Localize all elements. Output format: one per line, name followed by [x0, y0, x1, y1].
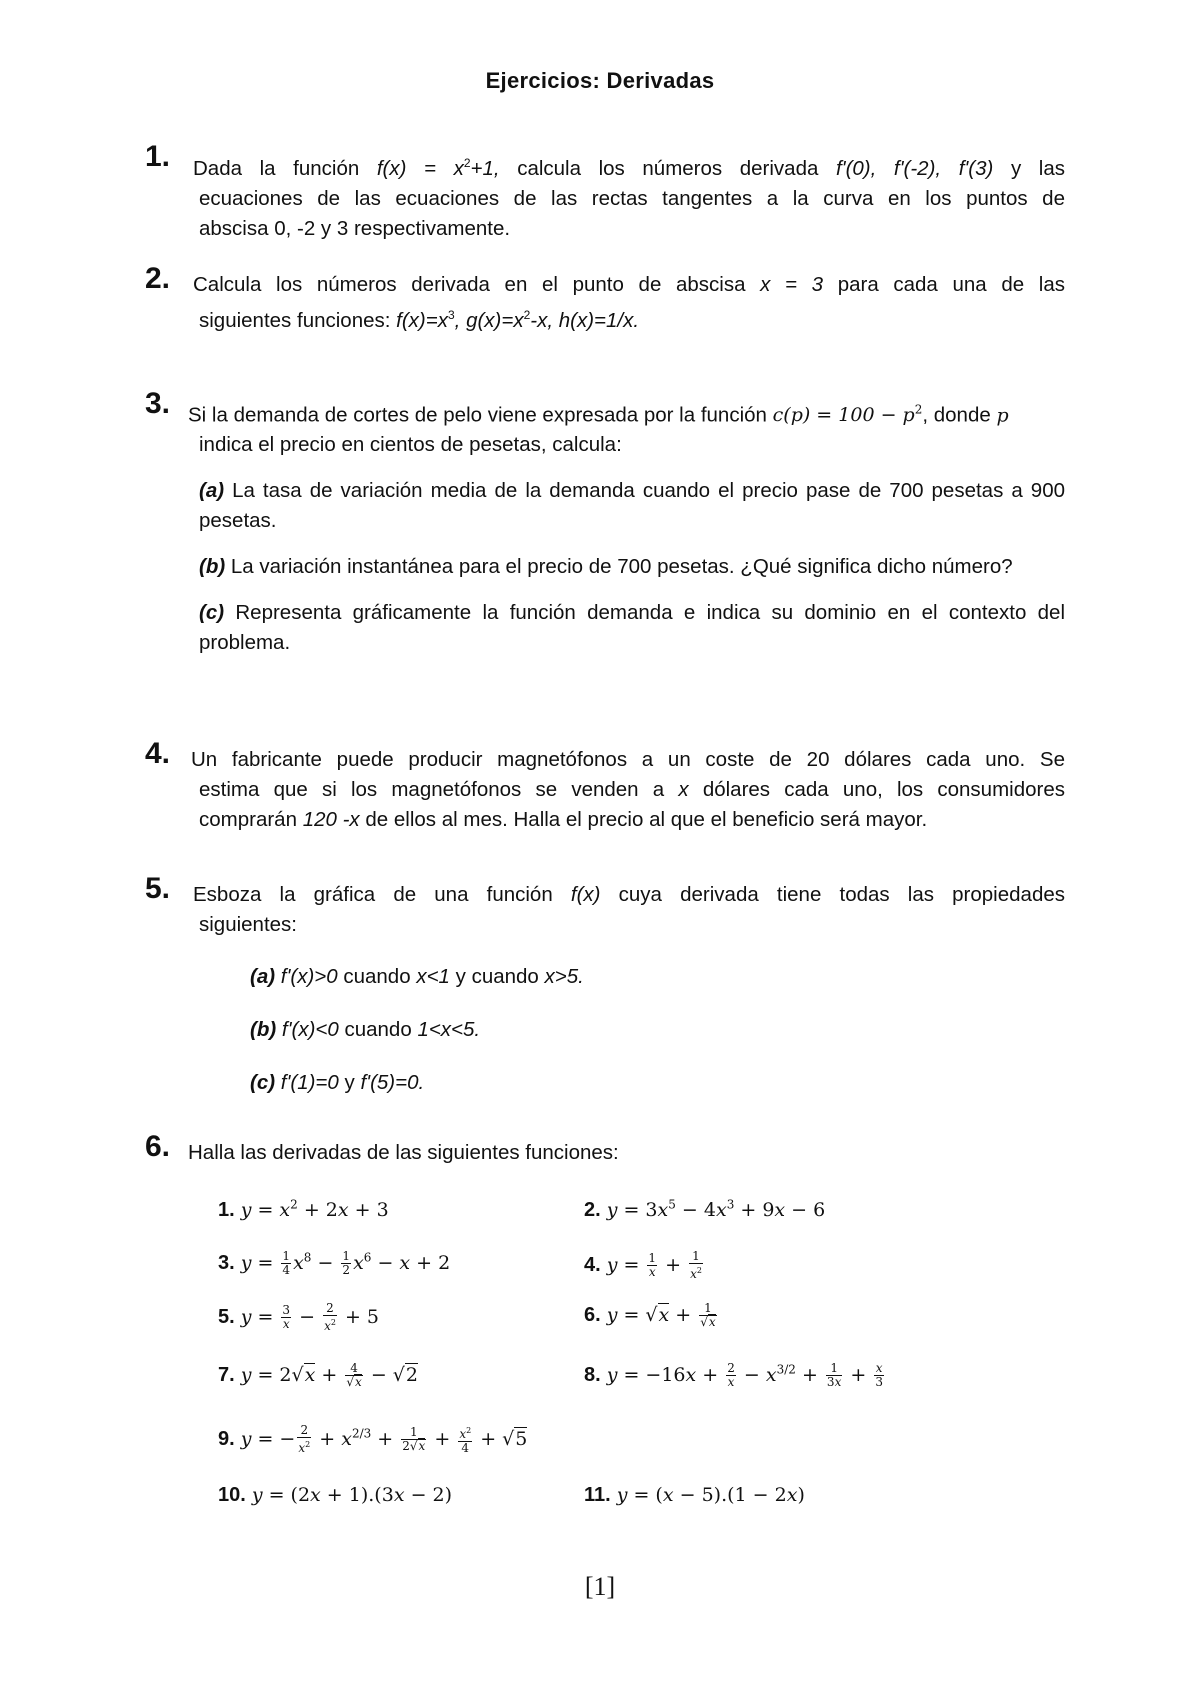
item-number: 4. [584, 1253, 601, 1276]
text: para cada una de las [823, 273, 1065, 296]
math: x [678, 778, 689, 801]
exercise-line [193, 880, 1065, 910]
math: c(p) = 100 − p [772, 404, 915, 427]
item-number: 6. [584, 1303, 601, 1326]
item-number: 7. [218, 1363, 235, 1386]
property-b [250, 1018, 480, 1042]
exercise-line: siguientes: [199, 913, 298, 936]
text: calcula los números derivada [499, 156, 836, 180]
exercise-5 [145, 872, 1065, 940]
math: p [996, 404, 1009, 427]
text: cuando [338, 1018, 418, 1041]
derivative-item-6 [584, 1302, 719, 1329]
exercise-line [193, 148, 1065, 184]
text: y [338, 1071, 361, 1094]
exponent: 2 [914, 403, 923, 417]
derivative-item-1 [218, 1198, 389, 1222]
math: x>5. [544, 965, 584, 988]
text: cuando [337, 965, 417, 988]
property-label: (c) [250, 1071, 276, 1094]
item-number: 9. [218, 1427, 235, 1450]
text: de ellos al mes. Halla el precio al que el beneficio será mayor. [359, 808, 928, 831]
exponent: 2 [463, 156, 471, 170]
math: 120 -x [302, 808, 360, 831]
formula: y = (x − 5).(1 − 2x) [616, 1484, 805, 1506]
math: , g(x)=x [454, 308, 524, 332]
derivative-item-11 [584, 1484, 805, 1507]
derivative-item-8 [584, 1362, 886, 1389]
text: y cuando [449, 965, 545, 988]
item-number: 1. [218, 1199, 235, 1222]
exercise-number: 1. [145, 140, 171, 173]
exponent: 2 [523, 308, 531, 322]
exercise-2 [145, 262, 1065, 336]
math: f'(0), f'(-2), f'(3) [835, 156, 994, 180]
math: f'(5)=0. [360, 1071, 425, 1094]
item-number: 2. [584, 1199, 601, 1222]
subpart-text: La variación instantánea para el precio de 700 pesetas. ¿Qué significa dicho número? [225, 555, 1013, 579]
formula: y = √x + $\frac{1}{√x}$ [606, 1301, 716, 1329]
text: y las [993, 156, 1065, 180]
subpart-text: La tasa de variación media de la demanda cuando el precio pase de 700 pesetas a 900 pesetas. [199, 479, 1065, 533]
subpart-label: (a) [199, 479, 225, 503]
text: dólares cada uno, los consumidores [688, 778, 1065, 801]
item-number: 11. [584, 1484, 611, 1506]
math: x<1 [416, 965, 450, 988]
item-number: 5. [218, 1305, 235, 1328]
exercise-line: Halla las derivadas de las siguientes funciones: [188, 1141, 619, 1164]
item-number: 8. [584, 1363, 601, 1386]
derivative-item-5 [218, 1302, 379, 1333]
math: f(x)=x [396, 308, 448, 332]
subpart-text: Representa gráficamente la función demanda e indica su dominio en el contexto del problema. [199, 601, 1065, 655]
derivative-item-4 [584, 1250, 705, 1281]
exercise-line [199, 300, 1065, 336]
exercise-line [193, 270, 1065, 300]
math: f'(x)<0 [276, 1018, 339, 1041]
formula: y = 2√x + $\frac{4}{√x}$ − √2 [240, 1361, 418, 1389]
exercise-number: 2. [145, 262, 171, 295]
exercise-line [199, 775, 1065, 805]
text: cuya derivada tiene todas las propiedades [600, 883, 1065, 906]
formula: y = −16x + $\frac{2}{x}$ − $x^{3/2}$ + $\frac{1}{3x}$ + $\frac{x}{3}$ [606, 1361, 883, 1389]
exercise-1 [145, 140, 1065, 244]
exercise-number: 6. [145, 1130, 171, 1163]
exponent: 3 [447, 308, 455, 322]
math: x = 3 [760, 273, 824, 296]
subpart-label: (b) [199, 555, 226, 579]
exercise-line: ecuaciones de las ecuaciones de las rectas tangentes a la curva en los puntos de [199, 186, 1065, 210]
subpart-c [199, 598, 1065, 658]
exercise-number: 3. [145, 387, 171, 420]
item-number: 10. [218, 1484, 246, 1506]
formula: y = $\frac{1}{x}$ + $\frac{1}{x^2}$ [606, 1249, 702, 1281]
property-label: (b) [250, 1018, 277, 1041]
subpart-b [199, 552, 1065, 582]
exercise-number: 5. [145, 872, 171, 905]
text: comprarán [199, 808, 303, 831]
exercise-line [188, 395, 1065, 430]
item-number: 3. [218, 1251, 235, 1274]
math: +1, [470, 156, 500, 180]
math: 1<x<5. [417, 1018, 481, 1041]
exercise-line: indica el precio en cientos de pesetas, calcula: [199, 433, 622, 457]
text: Calcula los números derivada en el punto de abscisa [193, 273, 761, 296]
exercise-line: abscisa 0, -2 y 3 respectivamente. [199, 216, 511, 240]
text: Si la demanda de cortes de pelo viene expresada por la función [188, 403, 773, 427]
property-a [250, 965, 584, 989]
formula: $y = 3x^5 - 4x^3 + 9x - 6$ [606, 1198, 826, 1222]
exercise-4 [145, 737, 1065, 835]
text: , donde [922, 403, 997, 427]
exercise-number: 4. [145, 737, 171, 770]
formula: y = $\frac{1}{4}$ $x^8$ − $\frac{1}{2}$ $x^6 - x + 2$ [240, 1249, 451, 1277]
math [773, 404, 923, 426]
page-title: Ejercicios: Derivadas [485, 68, 715, 93]
property-c [250, 1071, 424, 1095]
math: f'(1)=0 [275, 1071, 339, 1094]
formula: y = $\frac{3}{x}$ − $\frac{2}{x^2}$ + 5 [240, 1301, 380, 1333]
derivative-item-3 [218, 1250, 450, 1277]
exercise-line [199, 805, 1065, 835]
derivative-item-7 [218, 1362, 418, 1389]
formula: y = − $\frac{2}{x^2}$ + $x^{2/3}$ + $\frac{1}{2√x}$ + $\frac{x^2}{4}$ + √5 [240, 1423, 528, 1455]
math: f'(x)>0 [275, 965, 338, 988]
derivative-item-10 [218, 1484, 452, 1507]
exercise-6 [145, 1130, 1065, 1168]
text: estima que si los magnetófonos se venden a [199, 778, 679, 801]
subpart-label: (c) [199, 601, 225, 625]
property-label: (a) [250, 965, 276, 988]
math: f(x) = x [376, 156, 464, 180]
text: Dada la función [193, 156, 377, 180]
subpart-a [199, 476, 1065, 536]
derivative-item-2 [584, 1198, 825, 1222]
text: siguientes funciones: [199, 308, 397, 332]
formula: $y = x^2 + 2x + 3$ [240, 1198, 389, 1222]
text: Esboza la gráfica de una función [193, 883, 571, 906]
math: f(x) [570, 883, 601, 906]
math: -x, h(x)=1/x. [530, 308, 640, 332]
exercise-3 [145, 387, 1065, 658]
derivative-item-9 [218, 1424, 527, 1455]
formula: y = (2x + 1).(3x − 2) [251, 1484, 453, 1506]
page-number: [1] [584, 1572, 616, 1601]
exercise-line: Un fabricante puede producir magnetófonos a un coste de 20 dólares cada uno. Se [191, 748, 1065, 771]
